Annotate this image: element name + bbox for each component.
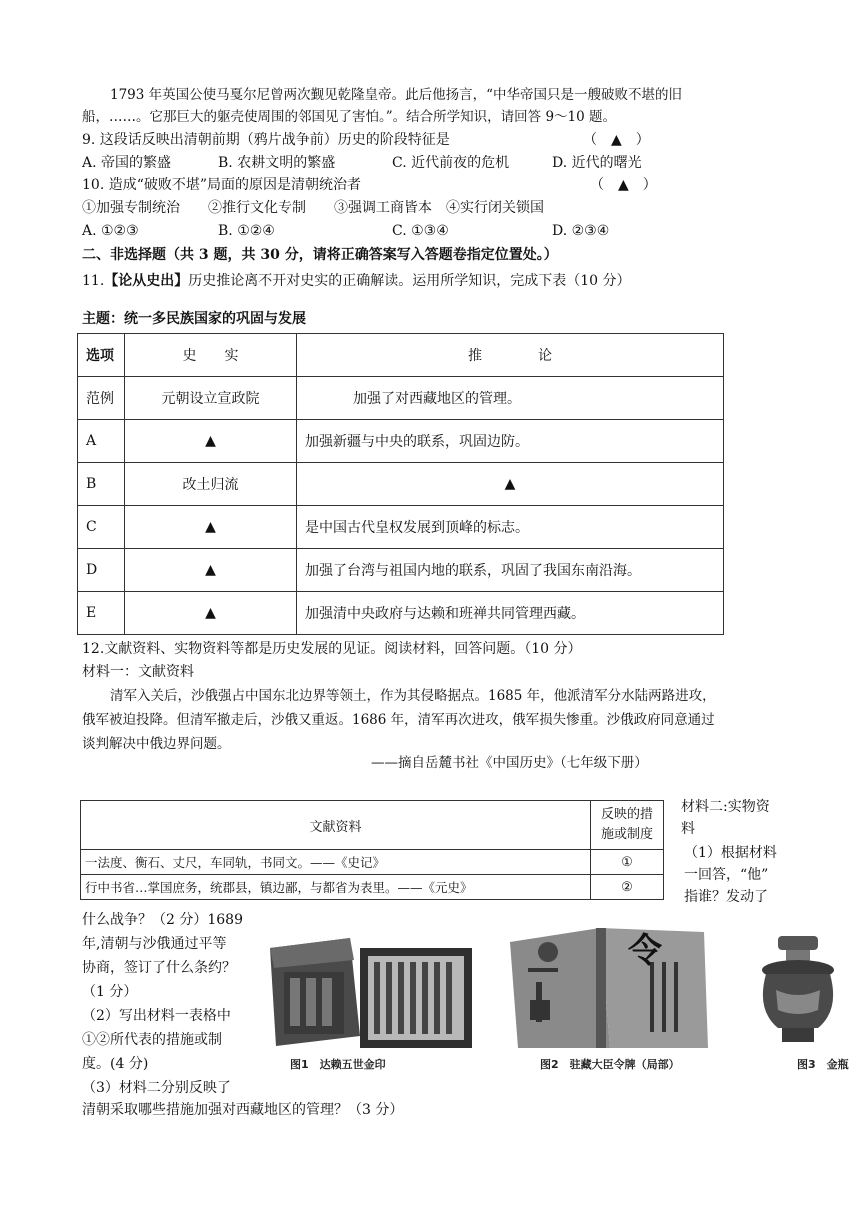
q9-option-a: A. 帝国的繁盛 [82,155,172,171]
header-fact: 史 实 [125,334,297,377]
header-inference: 推 论 [297,334,724,377]
figure-1-caption: 图1 达赖五世金印 [290,1058,386,1071]
table-row [78,506,724,549]
doc-row-source: 行中书省…掌国庶务，统郡县，镇边鄙，与都省为表里。——《元史》 [81,875,591,900]
intro-line-1: 1793 年英国公使马戛尔尼曾两次觐见乾隆皇帝。此后他扬言，“中华帝国只是一艘破败不堪的旧 [110,87,683,103]
left-text-2: 年,清朝与沙俄通过平等 [82,936,227,952]
left-text-5: （2）写出材料一表格中 [82,1008,231,1024]
passage-line-2: 俄军被迫投降。但清军撤走后，沙俄又重返。1686 年，清军再次进攻，俄军损失惨重。沙俄政府同意通过 [82,712,715,728]
doc-row-measure: ② [591,875,664,900]
last-question-line: 清朝采取哪些措施加强对西藏地区的管理？（3 分） [82,1102,404,1118]
left-text-1: 什么战争？（2 分）1689 [82,912,243,928]
q11-stem [82,270,631,292]
left-text-4: （1 分） [82,984,138,1000]
row-inference: 加强清中央政府与达赖和班禅共同管理西藏。 [297,592,724,635]
side-text-1: 材料二:实物资 [681,799,770,815]
left-text-6: ①②所代表的措施或制 [82,1032,222,1048]
doc-header-source: 文献资料 [81,801,591,850]
row-fact: ▲ [125,592,297,635]
row-inference: 加强了对西藏地区的管理。 [297,377,724,420]
passage-line-3: 谈判解决中俄边界问题。 [82,736,231,752]
table-row [78,420,724,463]
row-fact: 改土归流 [125,463,297,506]
row-fact: ▲ [125,506,297,549]
q10-option-b: B. ①②④ [218,223,275,239]
q9-blank: （ ▲ ） [583,132,650,148]
q10-option-c: C. ①③④ [392,223,449,239]
urn-photo [748,930,856,1048]
header-option: 选项 [78,334,125,377]
table-row [78,463,724,506]
q11-tag: 【论从史出】 [104,273,189,289]
q11-stem-rest: 历史推论离不开对史实的正确解读。运用所学知识，完成下表（10 分） [188,273,631,289]
q10-blank: （ ▲ ） [590,177,657,193]
row-label: E [78,592,125,635]
doc-table-header [81,801,664,850]
q10-items: ①加强专制统治 ②推行文化专制 ③强调工商皆本 ④实行闭关锁国 [82,200,544,216]
row-fact: ▲ [125,549,297,592]
doc-header-measure: 反映的措施或制度 [591,801,664,850]
section2-heading: 二、非选择题（共 3 题，共 30 分，请将正确答案写入答题卷指定位置处。） [82,247,558,263]
table-row [81,875,664,900]
row-inference: 是中国古代皇权发展到顶峰的标志。 [297,506,724,549]
passage-source: ——摘自岳麓书社《中国历史》（七年级下册） [371,755,648,771]
doc-row-source: 一法度、衡石、丈尺，车同轨，书同文。——《史记》 [81,850,591,875]
row-label: A [78,420,125,463]
row-fact: ▲ [125,420,297,463]
figure-2-caption: 图2 驻藏大臣令牌（局部） [540,1058,680,1071]
row-label: 范例 [78,377,125,420]
side-text-2: 料 [681,821,695,837]
q9-option-d: D. 近代的曙光 [552,155,642,171]
q11-number: 11. [82,273,105,289]
token-photo [500,922,712,1052]
table-header-row [78,334,724,377]
q12-stem: 12.文献资料、实物资料等都是历史发展的见证。阅读材料，回答问题。（10 分） [82,641,582,657]
passage-line-1: 清军入关后，沙俄强占中国东北边界等领土，作为其侵略据点。1685 年，他派清军分水陆两路进攻， [110,688,716,704]
table-row [78,377,724,420]
figure-3-caption: 图3 金瓶 [797,1058,849,1071]
token-character: 令 [628,931,662,971]
side-text-5: 指谁？发动了 [684,889,768,905]
q10-stem: 10. 造成“破败不堪”局面的原因是清朝统治者 [82,177,362,193]
q9-stem: 9. 这段话反映出清朝前期（鸦片战争前）历史的阶段特征是 [82,132,450,148]
left-text-7: 度。(4 分) [82,1056,149,1072]
row-fact: 元朝设立宣政院 [125,377,297,420]
row-inference: ▲ [297,463,724,506]
row-label: C [78,506,125,549]
side-text-4: 一回答，“他” [684,867,769,883]
row-label: B [78,463,125,506]
doc-table [80,800,664,900]
q11-table [77,333,724,635]
q9-option-c: C. 近代前夜的危机 [392,155,510,171]
row-inference: 加强了台湾与祖国内地的联系，巩固了我国东南沿海。 [297,549,724,592]
table-row [78,592,724,635]
q10-option-a: A. ①②③ [82,223,139,239]
table-row [81,850,664,875]
doc-row-measure: ① [591,850,664,875]
left-text-3: 协商，签订了什么条约？ [82,960,236,976]
table-row [78,549,724,592]
row-inference: 加强新疆与中央的联系，巩固边防。 [297,420,724,463]
material1-title: 材料一：文献资料 [82,664,194,680]
q11-theme: 主题：统一多民族国家的巩固与发展 [82,311,306,327]
q10-option-d: D. ②③④ [552,223,610,239]
left-text-8: （3）材料二分别反映了 [82,1080,231,1096]
seal-photo [262,924,480,1052]
intro-line-2: 船，……。它那巨大的躯壳使周围的邻国见了害怕。”。结合所学知识，请回答 9～10 题。 [82,109,617,125]
side-text-3: （1）根据材料 [684,845,777,861]
row-label: D [78,549,125,592]
q9-option-b: B. 农耕文明的繁盛 [218,155,336,171]
